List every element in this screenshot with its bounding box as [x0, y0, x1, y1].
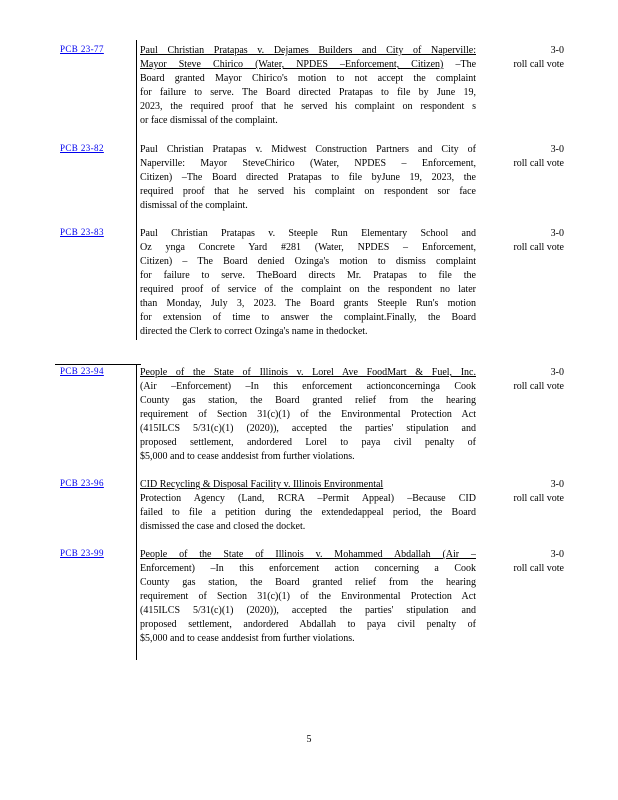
- summary-line: requirement of Section 31(c)(1) of the Environmental Protection Act: [140, 591, 476, 602]
- case-number-link[interactable]: PCB 23-77: [60, 44, 104, 54]
- vote-count: 3-0: [550, 45, 564, 56]
- summary-line: Paul Christian Pratapas v. Midwest Construction Partners and City of: [140, 144, 476, 155]
- vote-count: 3-0: [550, 228, 564, 239]
- case-number-link[interactable]: PCB 23-96: [60, 478, 104, 488]
- summary-line: for failure to serve. The Board directed Pratapas to file by June 19,: [140, 87, 476, 98]
- vote-count: 3-0: [550, 144, 564, 155]
- summary-line: Protection Agency (Land, RCRA –Permit Appeal) –Because CID: [140, 493, 476, 504]
- column-rule-lower: [136, 364, 137, 660]
- summary-line: dismissed the case and closed the docket.: [140, 521, 306, 532]
- vote-type: roll call vote: [513, 563, 564, 574]
- summary-line: (415ILCS 5/31(c)(1) (2020)), accepted the parties' stipulation and: [140, 423, 476, 434]
- summary-line: proposed settlement, andordered Abdallah to paya civil penalty of: [140, 619, 476, 630]
- summary-line: County gas station, the Board granted relief from the hearing: [140, 577, 476, 588]
- summary-line: requirement of Section 31(c)(1) of the Environmental Protection Act: [140, 409, 476, 420]
- case-title: Paul Christian Pratapas v. Dejames Builders and City of Naperville:: [140, 45, 476, 56]
- summary-line: required proof that he served his complaint on respondent sor face: [140, 186, 476, 197]
- summary-line: (Air –Enforcement) –In this enforcement actionconcerninga Cook: [140, 381, 476, 392]
- case-title: CID Recycling & Disposal Facility v. Illinois Environmental: [140, 479, 384, 490]
- summary-line: than Monday, July 3, 2023. The Board grants Steeple Run's motion: [140, 298, 476, 309]
- case-summary: [140, 227, 476, 339]
- column-rule-upper: [136, 40, 137, 340]
- summary-line: proposed settlement, andordered Lorel to paya civil penalty of: [140, 437, 476, 448]
- case-summary: [140, 548, 476, 646]
- summary-line: Paul Christian Pratapas v. Steeple Run Elementary School and: [140, 228, 476, 239]
- vote-type: roll call vote: [513, 242, 564, 253]
- summary-line: Citizen) –The Board directed Pratapas to file byJune 19, 2023, the: [140, 172, 476, 183]
- summary-line: $5,000 and to cease anddesist from further violations.: [140, 451, 355, 462]
- summary-line: failed to file a petition during the extendedappeal period, the Board: [140, 507, 476, 518]
- case-number-link[interactable]: PCB 23-94: [60, 366, 104, 376]
- summary-line: for extension of time to answer the complaint.Finally, the Board: [140, 312, 476, 323]
- case-number-link[interactable]: PCB 23-83: [60, 227, 104, 237]
- page-number: 5: [306, 734, 312, 745]
- summary-line: (415ILCS 5/31(c)(1) (2020)), accepted the parties' stipulation and: [140, 605, 476, 616]
- section-divider: [55, 364, 141, 365]
- summary-line: required proof of service of the complaint on the respondent no later: [140, 284, 476, 295]
- case-number-link[interactable]: PCB 23-99: [60, 548, 104, 558]
- case-summary: [140, 366, 476, 464]
- vote-count: 3-0: [550, 549, 564, 560]
- summary-line: $5,000 and to cease anddesist from further violations.: [140, 633, 355, 644]
- summary-line: County gas station, the Board granted relief from the hearing: [140, 395, 476, 406]
- summary-line: Naperville: Mayor SteveChirico (Water, NPDES – Enforcement,: [140, 158, 476, 169]
- summary-line: Enforcement) –In this enforcement action concerning a Cook: [140, 563, 476, 574]
- case-summary: [140, 44, 476, 128]
- case-title: People of the State of Illinois v. Lorel Ave FoodMart & Fuel, Inc.: [140, 367, 476, 378]
- case-summary: [140, 143, 476, 213]
- summary-line: dismissal of the complaint.: [140, 200, 248, 211]
- vote-type: roll call vote: [513, 381, 564, 392]
- vote-count: 3-0: [550, 479, 564, 490]
- vote-type: roll call vote: [513, 158, 564, 169]
- summary-line: or face dismissal of the complaint.: [140, 115, 278, 126]
- summary-line: Board granted Mayor Chirico's motion to not accept the complaint: [140, 73, 476, 84]
- vote-type: roll call vote: [513, 493, 564, 504]
- summary-line: Citizen) – The Board denied Ozinga's motion to dismiss complaint: [140, 256, 476, 267]
- case-summary: [140, 478, 476, 534]
- vote-count: 3-0: [550, 367, 564, 378]
- case-number-link[interactable]: PCB 23-82: [60, 143, 104, 153]
- summary-line: directed the Clerk to correct Ozinga's name in thedocket.: [140, 326, 368, 337]
- case-title: People of the State of Illinois v. Mohammed Abdallah (Air –: [140, 549, 476, 560]
- case-title-line: Mayor Steve Chirico (Water, NPDES –Enforcement, Citizen) –The: [140, 59, 476, 70]
- summary-line: 2023, the required proof that he served his complaint on respondent s: [140, 101, 476, 112]
- summary-line: for failure to serve. TheBoard directs Mr. Pratapas to file the: [140, 270, 476, 281]
- summary-line: Oz ynga Concrete Yard #281 (Water, NPDES – Enforcement,: [140, 242, 476, 253]
- vote-type: roll call vote: [513, 59, 564, 70]
